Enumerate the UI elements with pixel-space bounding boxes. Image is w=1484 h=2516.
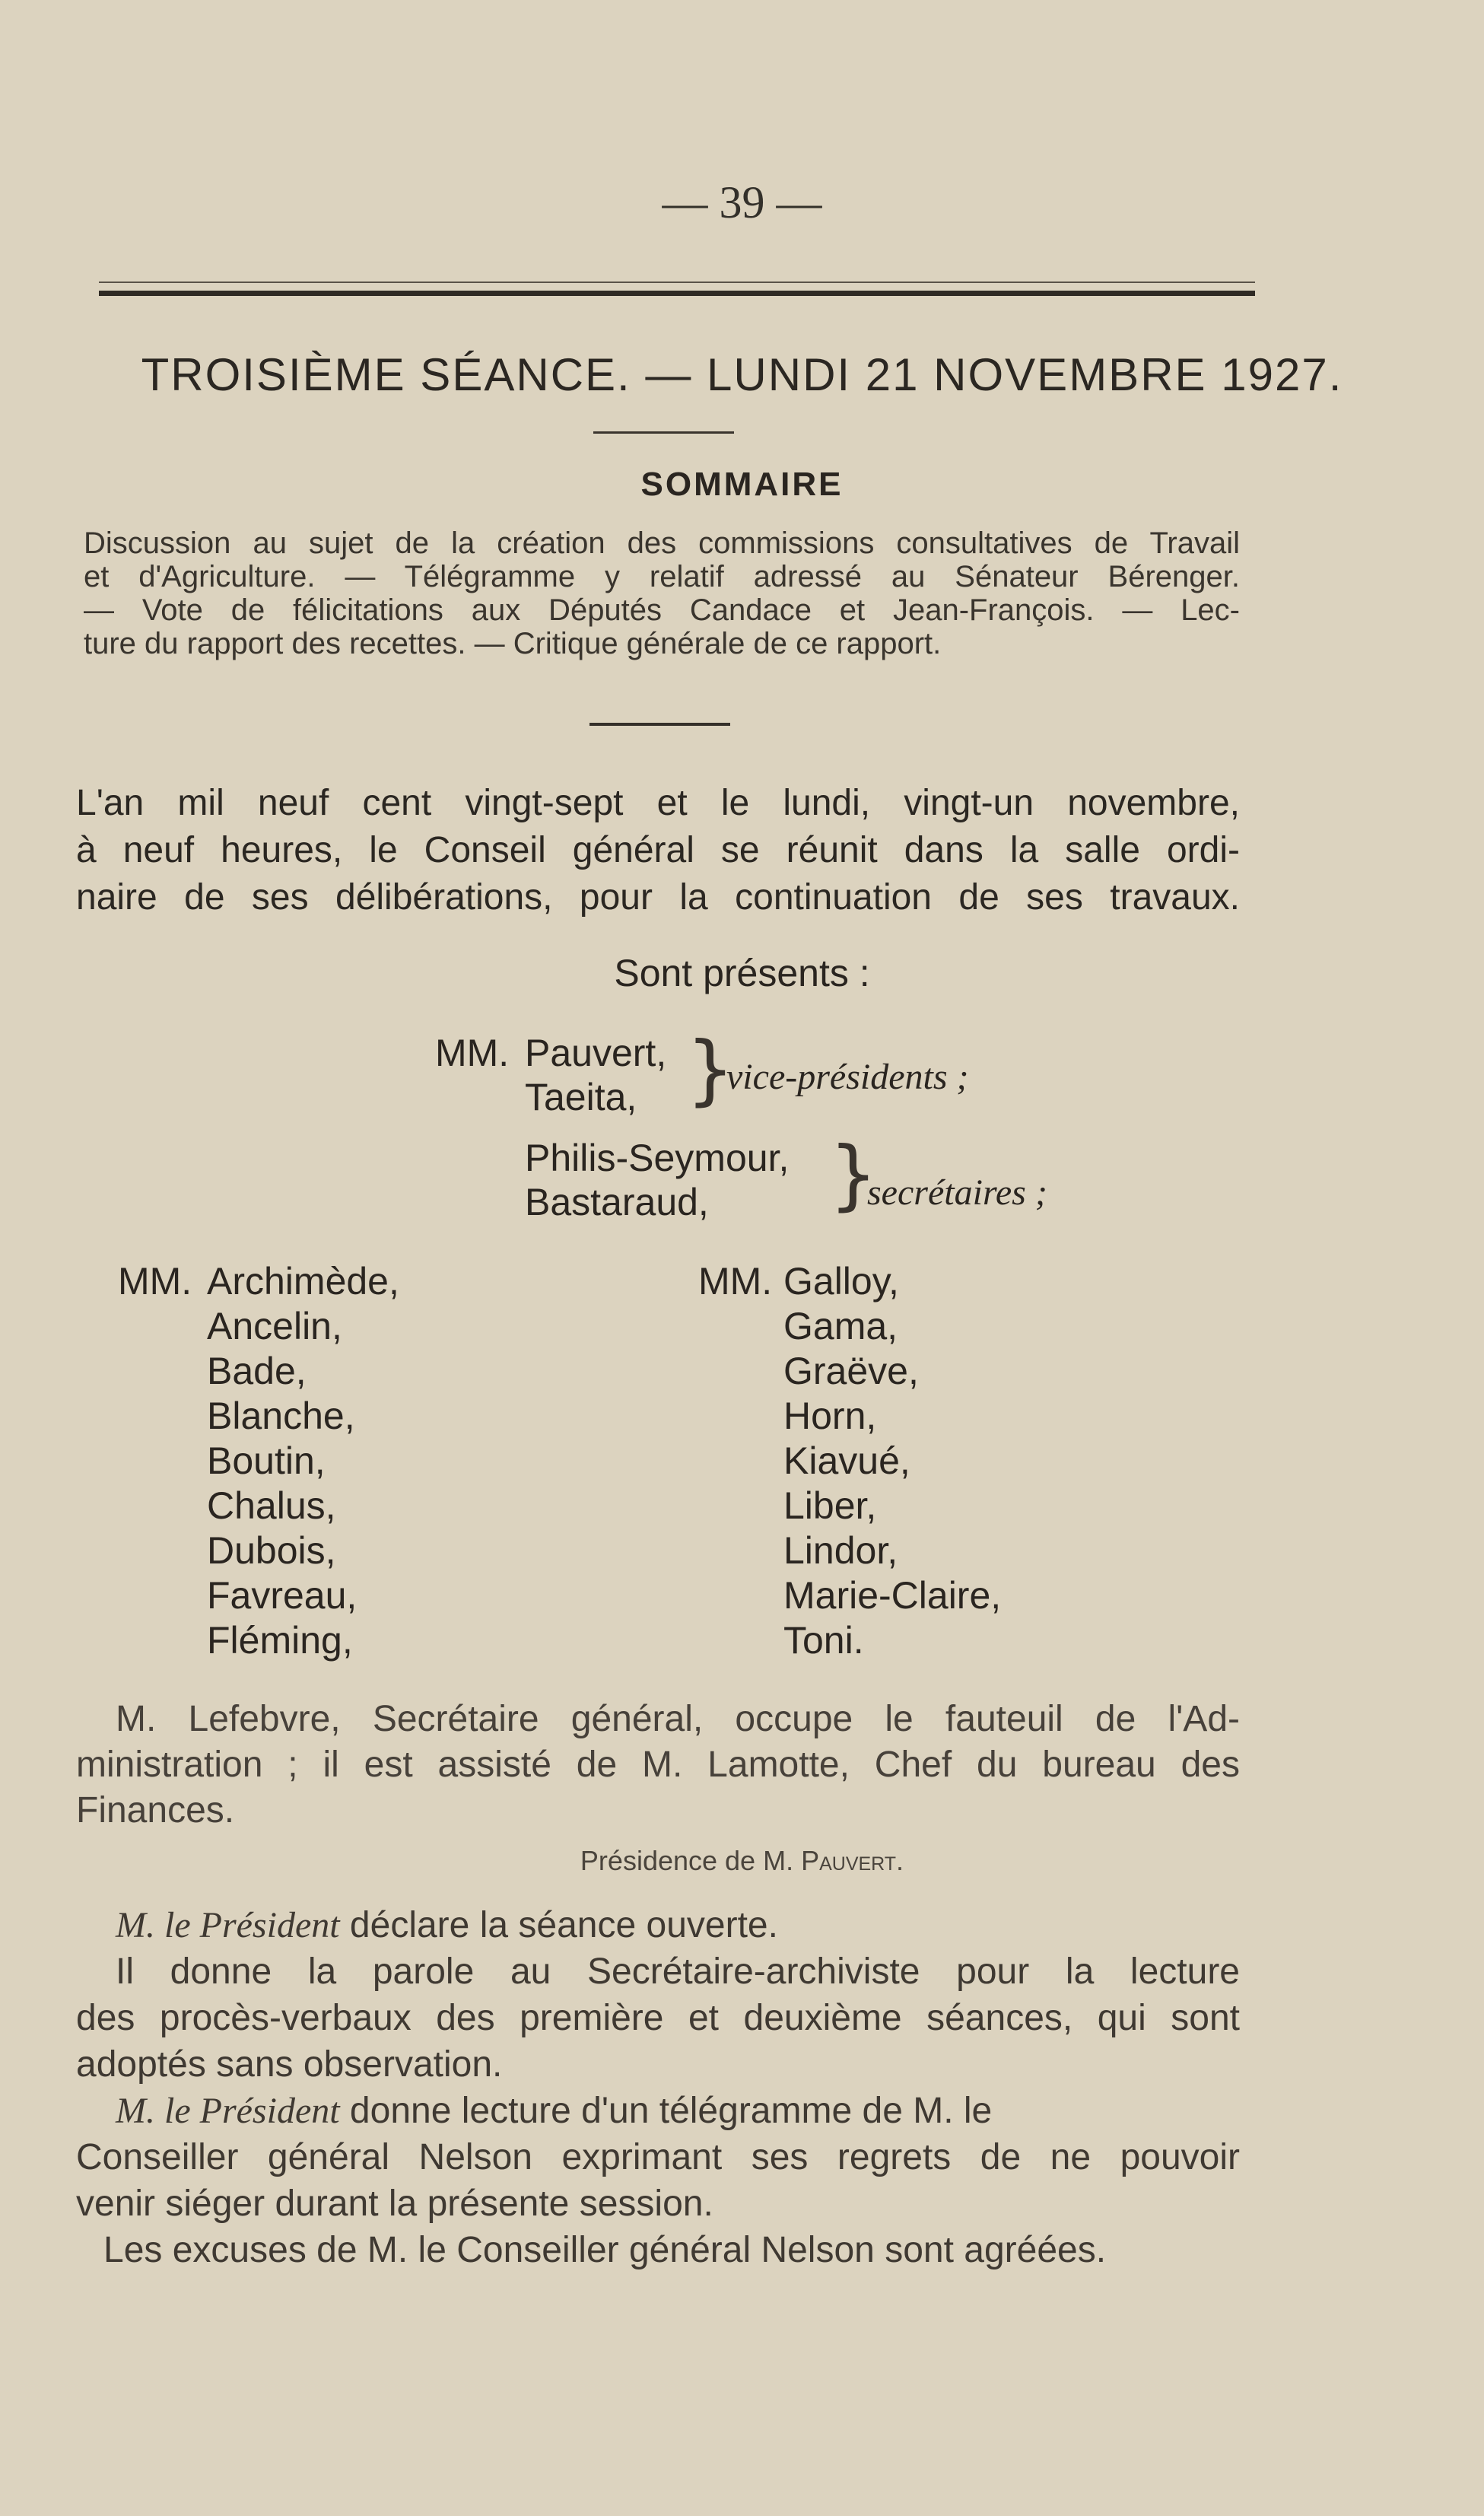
brace-vice-presidents: } [686,1025,735,1114]
secretaries-role: secrétaires ; [867,1172,1047,1213]
line-text: déclare la séance ouverte. [339,1905,778,1945]
member-name: Kiavué, [783,1439,910,1482]
paragraph-line: Les excuses de M. le Conseiller général Nelson sont agréées. [103,2230,1107,2270]
speaker-label: M. le Président [116,1905,340,1945]
presidence-name: Pauvert. [801,1845,904,1876]
member-name: Lindor, [783,1529,898,1572]
member-name: Galloy, [783,1260,899,1303]
member-name: Liber, [783,1484,877,1527]
paragraph-line: ministration ; il est assisté de M. Lamotte, Chef du bureau des [76,1745,1240,1785]
page-number: — 39 — [662,177,822,227]
member-name: Graëve, [783,1350,919,1392]
summary-line: ture du rapport des recettes. — Critique générale de ce rapport. [84,627,942,660]
officers-mm-prefix: MM. [435,1032,510,1074]
paragraph-line: Conseiller général Nelson exprimant ses regrets de ne pouvoir [76,2137,1240,2177]
summary-line: et d'Agriculture. — Télégramme y relatif adressé au Sénateur Bérenger. [84,560,1240,593]
header-rule-thin [99,281,1255,283]
title-divider [593,431,734,434]
paragraph-line: L'an mil neuf cent vingt-sept et le lundi, vingt-un novembre, [76,783,1240,823]
brace-secretaries: } [829,1130,878,1219]
members-left-prefix: MM. [118,1260,192,1303]
member-name: Toni. [783,1619,864,1662]
member-name: Chalus, [207,1484,336,1527]
speaker-label: M. le Président [116,2091,340,2131]
sommaire-heading: SOMMAIRE [640,466,844,503]
member-name: Horn, [783,1395,877,1437]
session-title: TROISIÈME SÉANCE. — LUNDI 21 NOVEMBRE 1927. [141,349,1343,400]
presidence-line [0,1845,1484,1877]
member-name: Archimède, [207,1260,399,1303]
summary-block [84,526,1240,660]
paragraph-line [76,1902,1240,1948]
paragraph-line [76,2088,1240,2134]
member-name: Marie-Claire, [783,1574,1002,1617]
secretary-name: Bastaraud, [525,1181,709,1223]
member-name: Fléming, [207,1619,353,1662]
proceedings-block [76,1902,1240,2273]
ornamental-divider [589,723,730,726]
paragraph-line: des procès-verbaux des première et deuxième séances, qui sont [76,1998,1240,2038]
opening-paragraph [76,780,1240,921]
summary-line: — Vote de félicitations aux Députés Candace et Jean-François. — Lec- [84,593,1240,627]
paragraph-line: à neuf heures, le Conseil général se réunit dans la salle ordi- [76,830,1240,870]
member-name: Bade, [207,1350,307,1392]
paragraph-line: adoptés sans observation. [76,2044,503,2085]
vice-president-name: Taeita, [525,1076,637,1118]
member-name: Ancelin, [207,1305,342,1347]
paragraph-line: venir siéger durant la présente session. [76,2184,713,2224]
member-name: Dubois, [207,1529,336,1572]
members-left-column [207,1259,399,1663]
paragraph-line: naire de ses délibérations, pour la continuation de ses travaux. [76,877,1240,918]
members-right-prefix: MM. [698,1260,773,1303]
paragraph-line: Finances. [76,1790,235,1831]
member-name: Blanche, [207,1395,355,1437]
administration-paragraph [76,1697,1240,1834]
secretary-name: Philis-Seymour, [525,1137,790,1179]
member-name: Boutin, [207,1439,326,1482]
line-text: donne lecture d'un télégramme de M. le [339,2091,993,2131]
presidence-prefix: Présidence de M. [580,1845,794,1876]
summary-line: Discussion au sujet de la création des commissions consultatives de Travail [84,526,1240,560]
paragraph-line: M. Lefebvre, Secrétaire général, occupe le fauteuil de l'Ad- [116,1699,1240,1739]
header-rule-thick [99,291,1255,296]
members-right-column [783,1259,1001,1663]
vice-presidents-role: vice-présidents ; [726,1057,969,1097]
presents-heading: Sont présents : [614,952,870,994]
vice-president-name: Pauvert, [525,1032,667,1074]
member-name: Favreau, [207,1574,357,1617]
member-name: Gama, [783,1305,898,1347]
paragraph-line: Il donne la parole au Secrétaire-archiviste pour la lecture [116,1951,1240,1992]
